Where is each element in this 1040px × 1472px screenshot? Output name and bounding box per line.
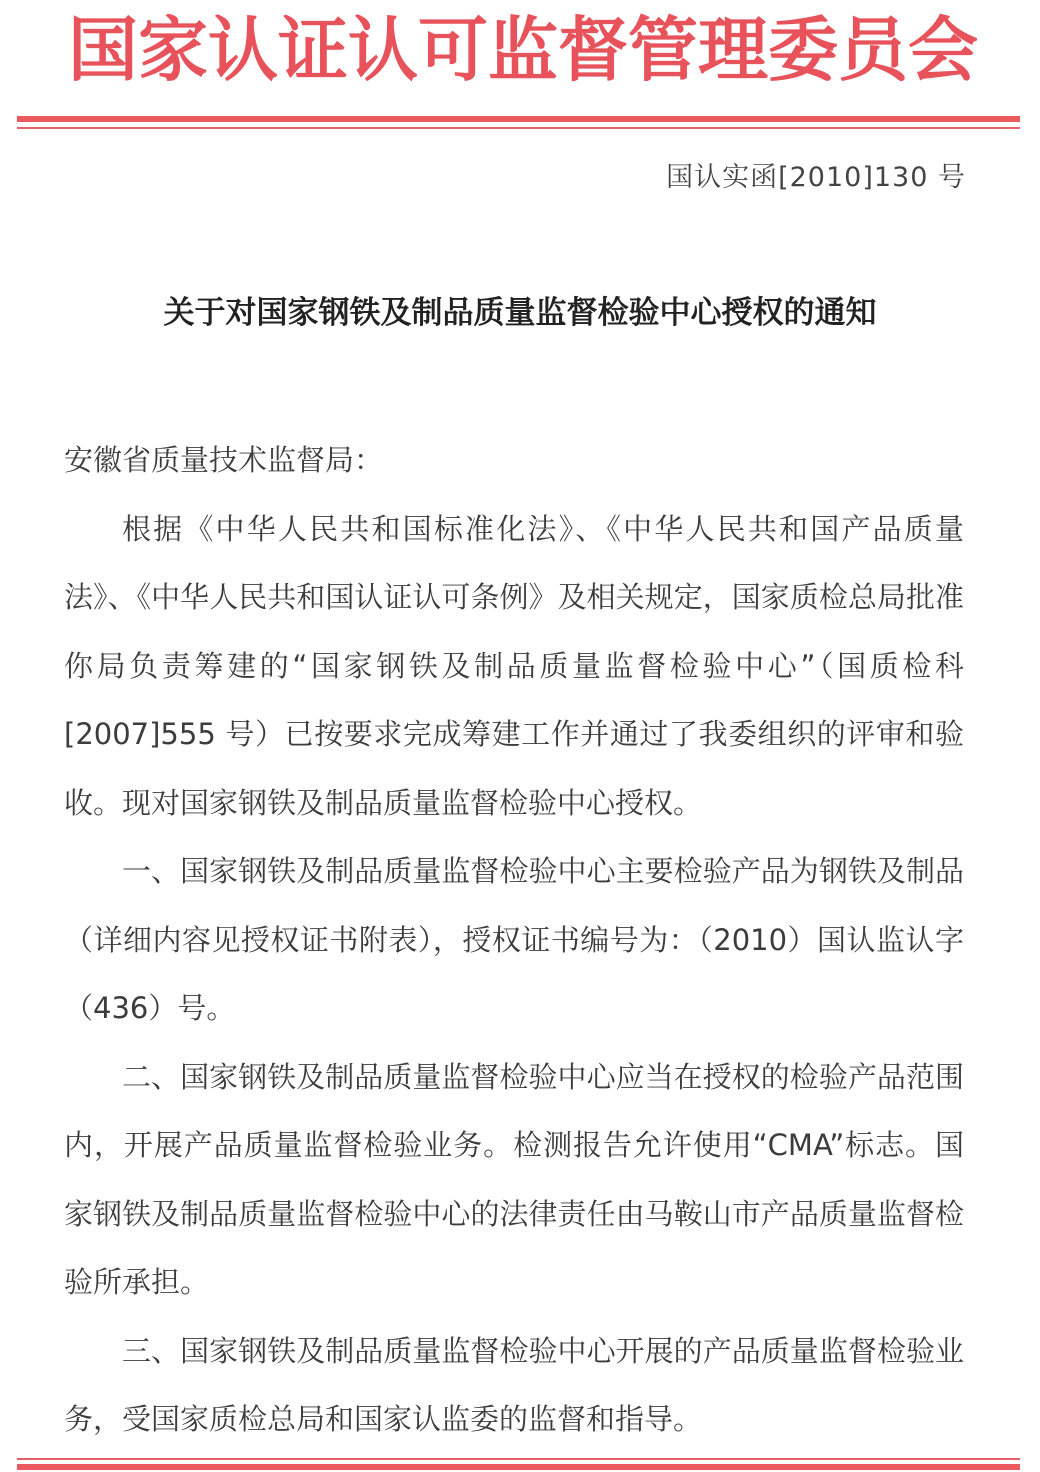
paragraph-item-3: 三、国家钢铁及制品质量监督检验中心开展的产品质量监督检验业务，受国家质检总局和国家认监委的监督和指导。 [64, 1333, 964, 1436]
document-body [64, 426, 964, 1454]
recipient: 安徽省质量技术监督局： [64, 443, 384, 477]
letterhead-rule-thin [17, 127, 1020, 129]
paragraph-item-2: 二、国家钢铁及制品质量监督检验中心应当在授权的检验产品范围内，开展产品质量监督检验业务。检测报告允许使用“CMA”标志。国家钢铁及制品质量监督检验中心的法律责任由马鞍山市产品质量监督检验所承担。 [64, 1059, 964, 1299]
document-number: 国认实函[2010]130 号 [666, 162, 966, 193]
letterhead-organization: 国家认证认可监督管理委员会 [68, 8, 978, 91]
footer-rule-thin [17, 1458, 1020, 1460]
paragraph-basis: 根据《中华人民共和国标准化法》、《中华人民共和国产品质量法》、《中华人民共和国认证认可条例》及相关规定，国家质检总局批准你局负责筹建的“国家钢铁及制品质量监督检验中心”（国质检科[2007]555 号）已按要求完成筹建工作并通过了我委组织的评审和验收。现对国家钢铁及制品质量监督检验中心授权。 [64, 511, 964, 820]
letterhead-rule-thick [17, 116, 1020, 122]
footer-rule-thick [17, 1464, 1020, 1470]
paragraph-item-1: 一、国家钢铁及制品质量监督检验中心主要检验产品为钢铁及制品（详细内容见授权证书附表），授权证书编号为：（2010）国认监认字（436）号。 [64, 854, 964, 1025]
document-title: 关于对国家钢铁及制品质量监督检验中心授权的通知 [163, 295, 877, 331]
